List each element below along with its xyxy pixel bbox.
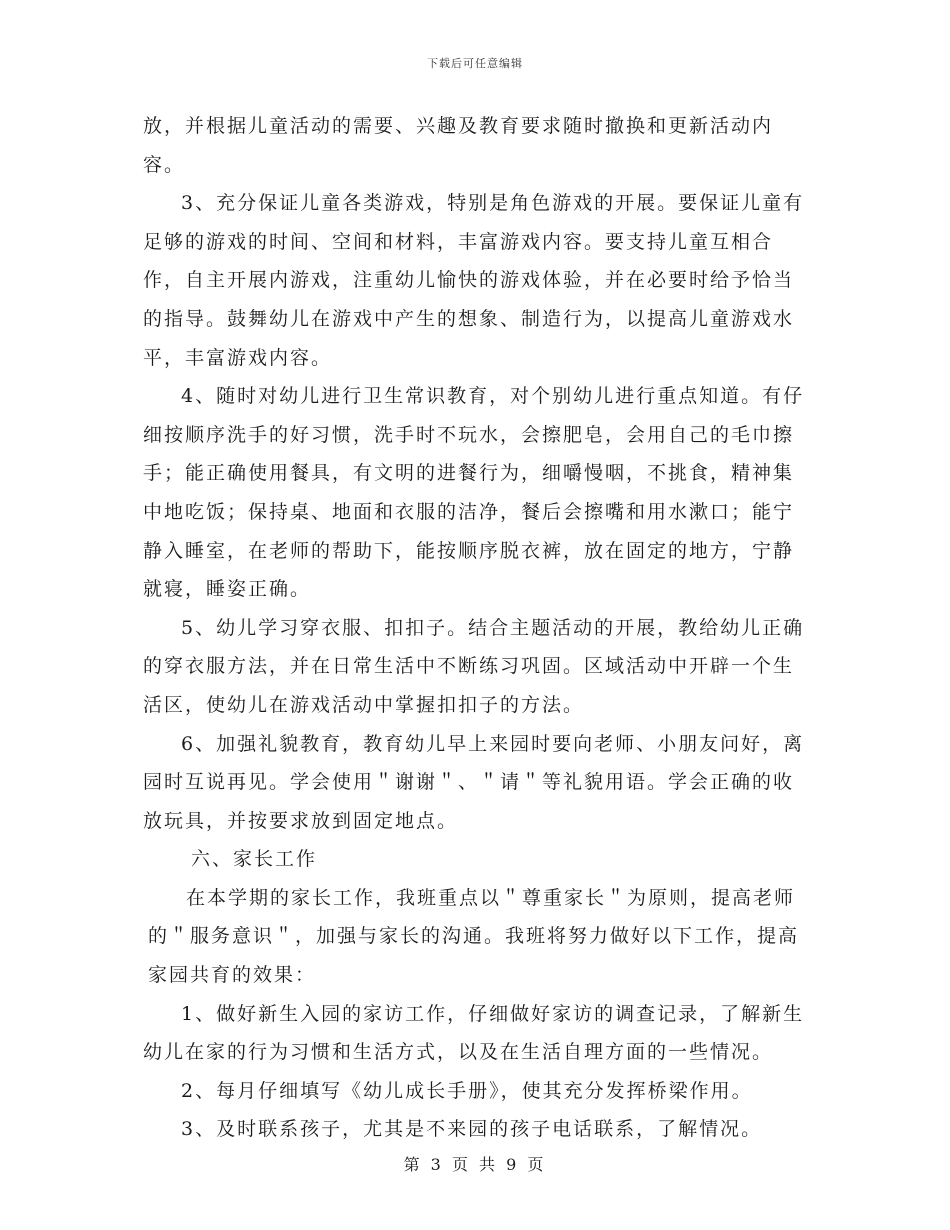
paragraph-item-5: 5、幼儿学习穿衣服、扣扣子。结合主题活动的开展，教给幼儿正确的穿衣服方法，并在日常生活中不断练习巩固。区域活动中开辟一个生活区，使幼儿在游戏活动中掌握扣扣子的方法。	[143, 616, 805, 716]
paragraph-parent-item-1: 1、做好新生入园的家访工作，仔细做好家访的调查记录，了解新生幼儿在家的行为习惯和生活方式，以及在生活自理方面的一些情况。	[143, 1002, 805, 1064]
paragraph-parent-item-3: 3、及时联系孩子，尤其是不来园的孩子电话联系，了解情况。	[181, 1118, 763, 1141]
paragraph-parent-work-intro: 在本学期的家长工作，我班重点以＂尊重家长＂为原则，提高老师的＂服务意识＂，加强与家长的沟通。我班将努力做好以下工作，提高家园共育的效果：	[148, 886, 800, 987]
document-body	[143, 107, 808, 1149]
page-header-note: 下载后可任意编辑	[427, 57, 523, 70]
paragraph-parent-item-2: 2、每月仔细填写《幼儿成长手册》，使其充分发挥桥梁作用。	[181, 1079, 753, 1102]
paragraph-item-6: 6、加强礼貌教育，教育幼儿早上来园时要向老师、小朋友问好，离园时互说再见。学会使用＂谢谢＂、＂请＂等礼貌用语。学会正确的收放玩具，并按要求放到固定地点。	[143, 732, 805, 832]
paragraph-item-3: 3、充分保证儿童各类游戏，特别是角色游戏的开展。要保证儿童有足够的游戏的时间、空间和材料，丰富游戏内容。要支持儿童互相合作，自主开展内游戏，注重幼儿愉快的游戏体验，并在必要时给予恰当的指导。鼓舞幼儿在游戏中产生的想象、制造行为，以提高儿童游戏水平，丰富游戏内容。	[143, 192, 805, 369]
page-number-footer: 第 3 页 共 9 页	[403, 1155, 547, 1174]
paragraph-continuation: 放，并根据儿童活动的需要、兴趣及教育要求随时撤换和更新活动内容。	[143, 115, 774, 176]
section-heading-parent-work: 六、家长工作	[191, 848, 318, 871]
paragraph-item-4: 4、随时对幼儿进行卫生常识教育，对个别幼儿进行重点知道。有仔细按顺序洗手的好习惯，洗手时不玩水，会擦肥皂，会用自己的毛巾擦手；能正确使用餐具，有文明的进餐行为，细嚼慢咽，不挑食，精神集中地吃饭；保持桌、地面和衣服的洁净，餐后会擦嘴和用水漱口；能宁静入睡室，在老师的帮助下，能按顺序脱衣裤，放在固定的地方，宁静就寝，睡姿正确。	[143, 385, 805, 601]
